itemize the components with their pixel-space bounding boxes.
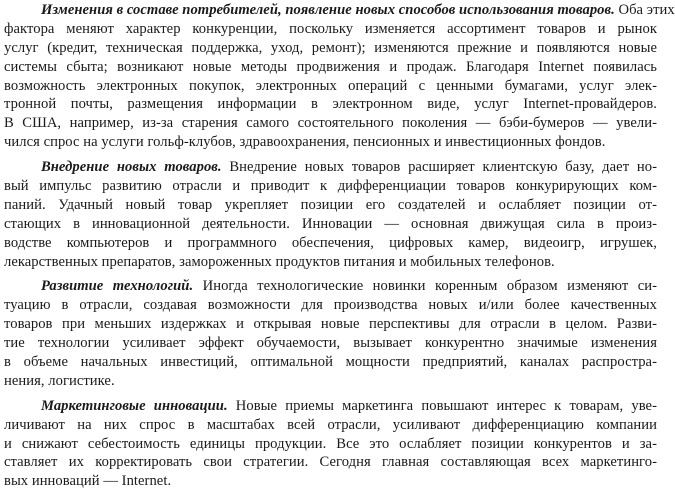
section-technology xyxy=(4,277,657,390)
text-line: стающих в инновационной деятельности. Инновации — основная движущая сила в произ- xyxy=(4,215,657,232)
text-line: Внедрение новых товаров. Внедрение новых товаров расширяет клиентскую базу, дает но- xyxy=(41,159,658,176)
text-line: ставляет их корректировать свои стратегии. Сегодня главная составляющая всех маркетинго- xyxy=(4,454,657,471)
text-line: в объеме начальных инвестиций, оптимальной мощности предприятий, каналах распростра- xyxy=(4,354,657,371)
text-line: Маркетинговые инновации. Новые приемы маркетинга повышают интерес к товарам, уве- xyxy=(41,397,657,414)
text-line: фактора меняют характер конкуренции, поскольку изменяется ассортимент товаров и рынок xyxy=(4,20,657,37)
text-line: нения, логистике. xyxy=(4,372,115,389)
section-heading: Изменения в составе потребителей, появление новых способов использования товаров. xyxy=(41,2,615,18)
text-line: возможность электронных покупок, электронных операций с ценными бумагами, услуг элек- xyxy=(4,77,657,94)
text-line: тие технологии усиливает эффект обучаемости, вызывает конкурентно значимые изменения xyxy=(4,335,657,352)
text-line: товаров при меньших издержках и открывая новые перспективы для отрасли в целом. Разви- xyxy=(4,316,657,333)
text-line: Развитие технологий. Иногда технологические новинки коренным образом изменяют си- xyxy=(41,278,657,295)
text-line: услуг (кредит, техническая поддержка, уход, ремонт); изменяются прежние и появляются новые xyxy=(4,39,657,56)
text-line: паний. Удачный новый товар укрепляет позиции его создателей и ослабляет позиции от- xyxy=(4,196,657,213)
text-line: туацию в отрасли, создавая возможности для производства новых и/или более качественных xyxy=(4,297,657,314)
section-new-products xyxy=(4,158,657,271)
section-consumers xyxy=(4,1,675,152)
text-line: чился спрос на услуги гольф-клубов, здравоохранения, пенсионных и инвестиционных фондов. xyxy=(4,134,606,151)
section-heading: Маркетинговые инновации. xyxy=(41,397,228,414)
section-heading: Внедрение новых товаров. xyxy=(41,159,222,176)
text-line: и снижают себестоимость единицы продукции. Все это ослабляет позиции конкурентов и за- xyxy=(4,435,657,452)
text-line: вых инноваций — Internet. xyxy=(4,473,172,490)
text-line: системы сбыта; возникают новые методы продвижения и продаж. Благодаря Internet появилась xyxy=(4,58,657,75)
section-heading: Развитие технологий. xyxy=(41,278,194,295)
text-line: В США, например, из-за старения самого состоятельного поколения — бэби-бумеров — увели- xyxy=(4,115,657,132)
text-line: Изменения в составе потребителей, появление новых способов использования товаров. Оба этих xyxy=(41,2,675,18)
text-line: вый импульс развитию отрасли и приводит к дифференциации товаров конкурирующих ком- xyxy=(4,178,657,195)
text-line: водстве компьютеров и программного обеспечения, цифровых камер, видеоигр, игрушек, xyxy=(4,234,657,251)
text-line: тронной почты, размещения информации в электронном виде, услуг Internet-провайдеров. xyxy=(4,96,657,113)
text-line: личивают на них спрос в масштабах всей отрасли, усиливают дифференциацию компании xyxy=(4,416,657,433)
section-marketing xyxy=(4,397,657,491)
text-line: лекарственных препаратов, замороженных продуктов питания и мобильных телефонов. xyxy=(4,253,555,270)
